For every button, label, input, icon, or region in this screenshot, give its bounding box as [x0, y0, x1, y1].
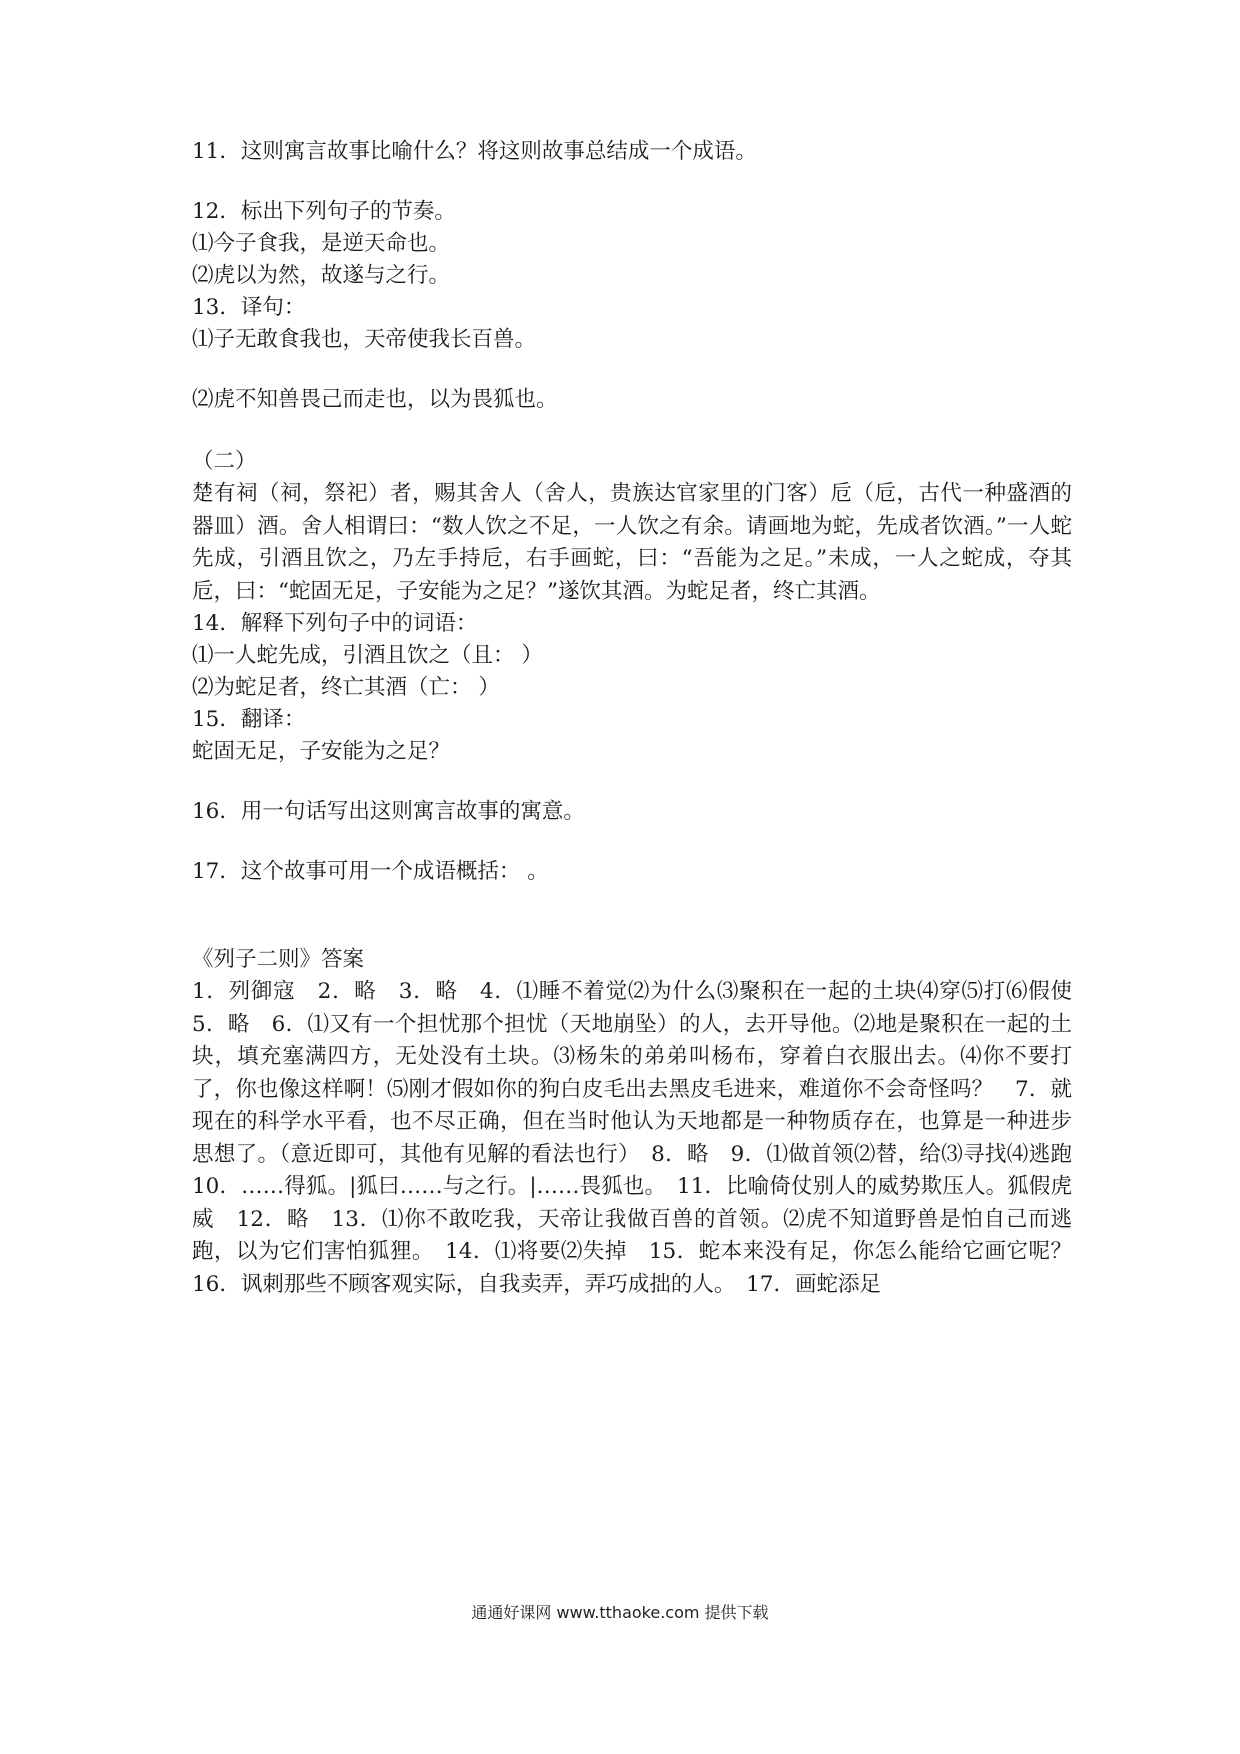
question-15: 15．翻译：	[192, 707, 306, 732]
answer-title: 《列子二则》答案	[192, 947, 365, 972]
question-13-item-2: ⑵虎不知兽畏己而走也，以为畏狐也。	[192, 387, 558, 412]
passage-text: 楚有祠（祠，祭祀）者，赐其舍人（舍人，贵族达官家里的门客）卮（卮，古代一种盛酒的器皿）酒。舍人相谓曰：“数人饮之不足，一人饮之有余。请画地为蛇，先成者饮酒。”一人蛇先成，引酒且饮之，乃左手持卮，右手画蛇，曰：“吾能为之足。”未成，一人之蛇成，夺其卮，曰：“蛇固无足，子安能为之足？”遂饮其酒。为蛇足者，终亡其酒。	[192, 481, 1072, 604]
question-15-sentence: 蛇固无足，子安能为之足？	[192, 739, 451, 764]
answer-text: 1．列御寇 2．略 3．略 4．⑴睡不着觉⑵为什么⑶聚积在一起的土块⑷穿⑸打⑹假使 5．略 6．⑴又有一个担忧那个担忧（天地崩坠）的人，去开导他。⑵地是聚积在一起的土块，填充塞满四方，无处没有土块。⑶杨朱的弟弟叫杨布，穿着白衣服出去。⑷你不要打了，你也像这样啊！⑸刚才假如你的狗白皮毛出去黑皮毛进来，难道你不会奇怪吗？ 7．就现在的科学水平看，也不尽正确，但在当时他认为天地都是一种物质存在，也算是一种进步思想了。（意近即可，其他有见解的看法也行） 8．略 9．⑴做首领⑵替，给⑶寻找⑷逃跑 10．……得狐。|狐曰……与之行。|……畏狐也。 11．比喻倚仗别人的威势欺压人。狐假虎威 12．略 13．⑴你不敢吃我，天帝让我做百兽的首领。⑵虎不知道野兽是怕自己而逃跑，以为它们害怕狐狸。 14．⑴将要⑵失掉 15．蛇本来没有足，你怎么能给它画它呢？ 16．讽刺那些不顾客观实际，自我卖弄，弄巧成拙的人。 17．画蛇添足	[192, 979, 1094, 1297]
question-11: 11．这则寓言故事比喻什么？将这则故事总结成一个成语。	[192, 139, 757, 164]
question-14: 14．解释下列句子中的词语：	[192, 611, 478, 636]
question-16: 16．用一句话写出这则寓言故事的寓意。	[192, 799, 585, 824]
question-13-item-1: ⑴子无敢食我也，天帝使我长百兽。	[192, 327, 537, 352]
question-14-item-1: ⑴一人蛇先成，引酒且饮之（且： ）	[192, 643, 543, 668]
question-13: 13．译句：	[192, 295, 306, 320]
question-12-item-2: ⑵虎以为然，故遂与之行。	[192, 263, 451, 288]
page-footer: 通通好课网 www.tthaoke.com 提供下载	[471, 1603, 769, 1622]
question-12-item-1: ⑴今子食我，是逆天命也。	[192, 231, 451, 256]
question-12: 12．标出下列句子的节奏。	[192, 199, 456, 224]
question-14-item-2: ⑵为蛇足者，终亡其酒（亡： ）	[192, 675, 500, 700]
question-17: 17．这个故事可用一个成语概括： 。	[192, 859, 549, 884]
section-heading: （二）	[192, 449, 257, 474]
